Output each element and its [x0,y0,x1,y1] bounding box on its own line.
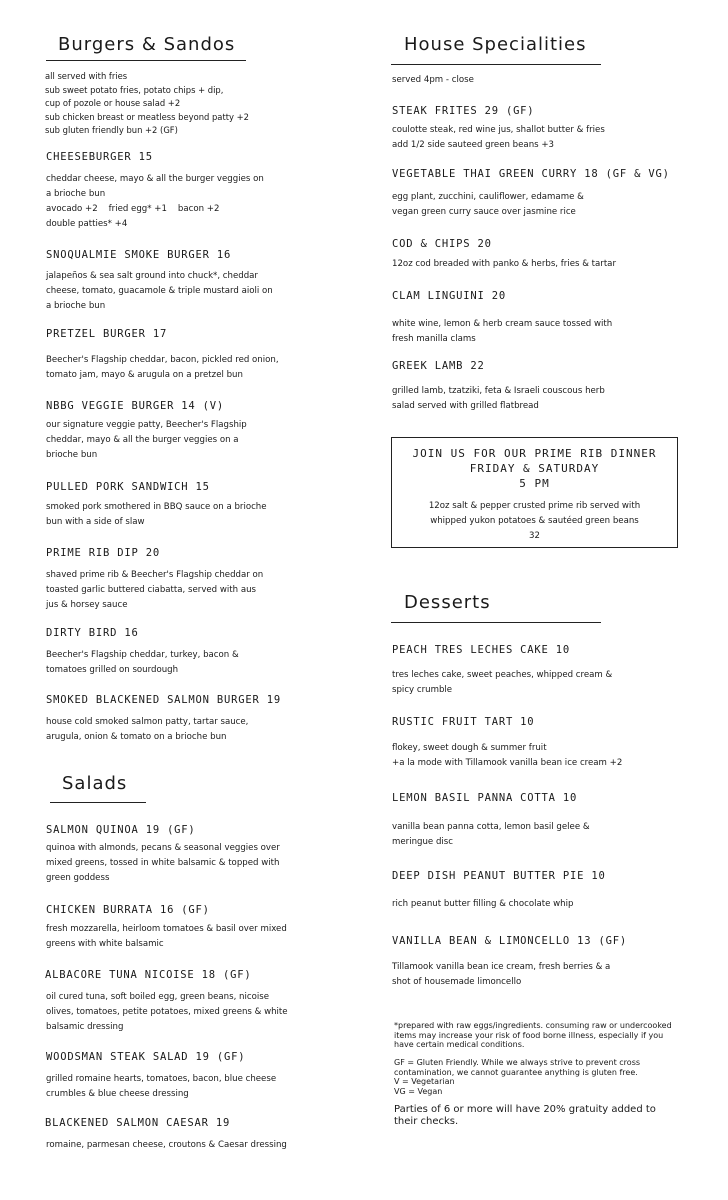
desc-line: jus & horsey sauce [46,600,128,610]
desc-line: bun with a side of slaw [46,517,145,527]
desc-line: crumbles & blue cheese dressing [46,1089,189,1099]
desc-line: spicy crumble [392,685,453,695]
menu-item-desc [46,715,248,745]
desc-line: shaved prime rib & Beecher's Flagship cheddar on [46,570,264,580]
promo-desc-line: 32 [529,531,540,541]
menu-item-desc [46,353,279,383]
desc-line: meringue disc [392,837,453,847]
desc-line: tomato jam, mayo & arugula on a pretzel bun [46,370,243,380]
footnote-line: Parties of 6 or more will have 20% gratuity added to [394,1104,656,1115]
desc-line: cheese, tomato, guacamole & triple mustard aioli on [46,286,273,296]
desc-line: salad served with grilled flatbread [392,401,539,411]
promo-title [392,446,677,491]
desc-line: 12oz cod breaded with panko & herbs, fries & tartar [392,259,616,269]
burgers-notes [45,70,249,138]
burgers-note: sub chicken breast or meatless beyond patty +2 [45,111,249,122]
specialities-heading: House Specialities [404,34,587,55]
menu-item-title: SNOQUALMIE SMOKE BURGER 16 [46,249,232,261]
menu-item-title: SALMON QUINOA 19 (GF) [46,824,196,836]
salads-heading-rule [50,802,146,803]
menu-item-desc [46,269,273,314]
desc-line: balsamic dressing [46,1022,124,1032]
menu-item-desc [46,922,287,952]
menu-item-desc [46,418,247,463]
desserts-heading: Desserts [404,592,491,613]
menu-item-desc [392,741,622,771]
menu-item-title: DEEP DISH PEANUT BUTTER PIE 10 [392,870,606,882]
desc-line: +a la mode with Tillamook vanilla bean ice cream +2 [392,758,623,768]
desc-line: avocado +2 fried egg* +1 bacon +2 [46,204,220,214]
promo-title-line: 5 PM [519,477,550,490]
desc-line: a brioche bun [46,301,106,311]
footnote-line: V = Vegetarian [394,1077,455,1086]
footnote-line: GF = Gluten Friendly. While we always strive to prevent cross [394,1058,641,1067]
menu-item-title: COD & CHIPS 20 [392,238,492,250]
desc-line: our signature veggie patty, Beecher's Flagship [46,420,247,430]
menu-item-desc [46,172,264,232]
menu-item-title: PRETZEL BURGER 17 [46,328,168,340]
desc-line: toasted garlic buttered ciabatta, served with aus [46,585,257,595]
burgers-note: sub gluten friendly bun +2 (GF) [45,125,178,135]
desc-line: cheddar cheese, mayo & all the burger veggies on [46,174,264,184]
desc-line: Beecher's Flagship cheddar, turkey, bacon & [46,650,239,660]
desc-line: fresh manilla clams [392,334,476,344]
menu-item-title: SMOKED BLACKENED SALMON BURGER 19 [46,694,282,706]
gratuity-note [394,1104,656,1128]
desc-line: tomatoes grilled on sourdough [46,665,179,675]
menu-item-title: NBBG VEGGIE BURGER 14 (V) [46,400,225,412]
desc-line: add 1/2 side sauteed green beans +3 [392,140,555,150]
desc-line: vanilla bean panna cotta, lemon basil gelee & [392,822,590,832]
desc-line: arugula, onion & tomato on a brioche bun [46,732,227,742]
menu-item-desc [46,1138,287,1153]
desc-line: shot of housemade limoncello [392,977,522,987]
desc-line: fresh mozzarella, heirloom tomatoes & basil over mixed [46,924,287,934]
footnote-line: items may increase your risk of food borne illness, especially if you [394,1030,664,1040]
footnote-line: contamination, we cannot guarantee anything is gluten free. [394,1067,638,1077]
desc-line: grilled romaine hearts, tomatoes, bacon, blue cheese [46,1074,277,1084]
dietary-legend [394,1058,640,1096]
menu-item-title: CLAM LINGUINI 20 [392,290,506,302]
footnote-line: their checks. [394,1116,459,1127]
menu-item-desc [392,897,573,912]
menu-item-title: DIRTY BIRD 16 [46,627,139,639]
desc-line: smoked pork smothered in BBQ sauce on a brioche [46,502,267,512]
desc-line: Beecher's Flagship cheddar, bacon, pickled red onion, [46,355,279,365]
desc-line: white wine, lemon & herb cream sauce tossed with [392,319,613,329]
promo-desc-line: 12oz salt & pepper crusted prime rib served with [428,501,641,511]
burgers-note: all served with fries [45,71,128,81]
desc-line: jalapeños & sea salt ground into chuck*, cheddar [46,271,258,281]
footnote-line: *prepared with raw eggs/ingredients. consuming raw or undercooked [394,1021,672,1030]
promo-title-line: JOIN US FOR OUR PRIME RIB DINNER [412,447,657,460]
menu-item-desc [46,500,267,530]
menu-item-title: CHEESEBURGER 15 [46,151,153,163]
promo-title-line: FRIDAY & SATURDAY [469,462,600,475]
burgers-heading-rule [46,60,246,61]
menu-item-title: BLACKENED SALMON CAESAR 19 [45,1117,231,1129]
salads-heading: Salads [62,773,128,794]
desc-line: egg plant, zucchini, cauliflower, edamame & [392,192,584,202]
desc-line: a brioche bun [46,189,106,199]
promo-desc [392,499,677,544]
desc-line: green goddess [46,873,110,883]
desc-line: coulotte steak, red wine jus, shallot butter & fries [392,125,605,135]
menu-item-title: VEGETABLE THAI GREEN CURRY 18 (GF & VG) [392,168,670,180]
promo-desc-line: whipped yukon potatoes & sautéed green beans [430,516,639,526]
footnote-line: VG = Vegan [394,1086,443,1096]
desserts-heading-rule [391,622,601,623]
desc-line: rich peanut butter filling & chocolate whip [392,899,574,909]
desc-line: tres leches cake, sweet peaches, whipped cream & [392,670,613,680]
menu-item-desc [392,384,605,414]
desc-line: house cold smoked salmon patty, tartar sauce, [46,717,249,727]
burgers-note: cup of pozole or house salad +2 [45,98,181,108]
menu-item-desc [46,1072,276,1102]
desc-line: cheddar, mayo & all the burger veggies on a [46,435,239,445]
desc-line: greens with white balsamic [46,939,164,949]
menu-item-title: PRIME RIB DIP 20 [46,547,160,559]
desc-line: olives, tomatoes, petite potatoes, mixed greens & white [46,1007,288,1017]
menu-item-desc [392,190,584,220]
menu-item-desc [392,960,610,990]
desc-line: vegan green curry sauce over jasmine rice [392,207,576,217]
menu-item-title: VANILLA BEAN & LIMONCELLO 13 (GF) [392,935,628,947]
menu-item-desc [392,820,590,850]
desc-line: Tillamook vanilla bean ice cream, fresh berries & a [392,962,611,972]
menu-item-desc [46,568,263,613]
prime-rib-promo-box [391,437,678,548]
menu-item-title: WOODSMAN STEAK SALAD 19 (GF) [46,1051,246,1063]
menu-item-title: RUSTIC FRUIT TART 10 [392,716,535,728]
desc-line: grilled lamb, tzatziki, feta & Israeli couscous herb [392,386,605,396]
desc-line: quinoa with almonds, pecans & seasonal veggies over [46,843,280,853]
menu-item-desc [392,668,612,698]
specialities-heading-rule [391,64,601,65]
menu-item-desc [392,123,605,153]
footnote-line: have certain medical conditions. [394,1040,525,1049]
desc-line: brioche bun [46,450,98,460]
desc-line: oil cured tuna, soft boiled egg, green beans, nicoise [46,992,269,1002]
menu-item-title: LEMON BASIL PANNA COTTA 10 [392,792,578,804]
desc-line: romaine, parmesan cheese, croutons & Caesar dressing [46,1140,287,1150]
menu-item-desc [46,648,239,678]
menu-item-title: CHICKEN BURRATA 16 (GF) [46,904,210,916]
raw-ingredients-disclaimer [394,1021,672,1050]
menu-item-title: STEAK FRITES 29 (GF) [392,105,535,117]
menu-item-title: GREEK LAMB 22 [392,360,485,372]
desc-line: double patties* +4 [46,219,128,229]
menu-item-desc [46,841,280,886]
menu-item-title: PULLED PORK SANDWICH 15 [46,481,210,493]
menu-item-desc [46,990,288,1035]
menu-item-desc [392,257,616,272]
burgers-note: sub sweet potato fries, potato chips + dip, [45,84,224,95]
specialities-note: served 4pm - close [392,75,474,85]
desc-line: flokey, sweet dough & summer fruit [392,743,547,753]
menu-item-title: PEACH TRES LECHES CAKE 10 [392,644,571,656]
menu-item-desc [392,317,612,347]
menu-item-title: ALBACORE TUNA NICOISE 18 (GF) [45,969,252,981]
burgers-heading: Burgers & Sandos [58,34,236,55]
desc-line: mixed greens, tossed in white balsamic & topped with [46,858,280,868]
